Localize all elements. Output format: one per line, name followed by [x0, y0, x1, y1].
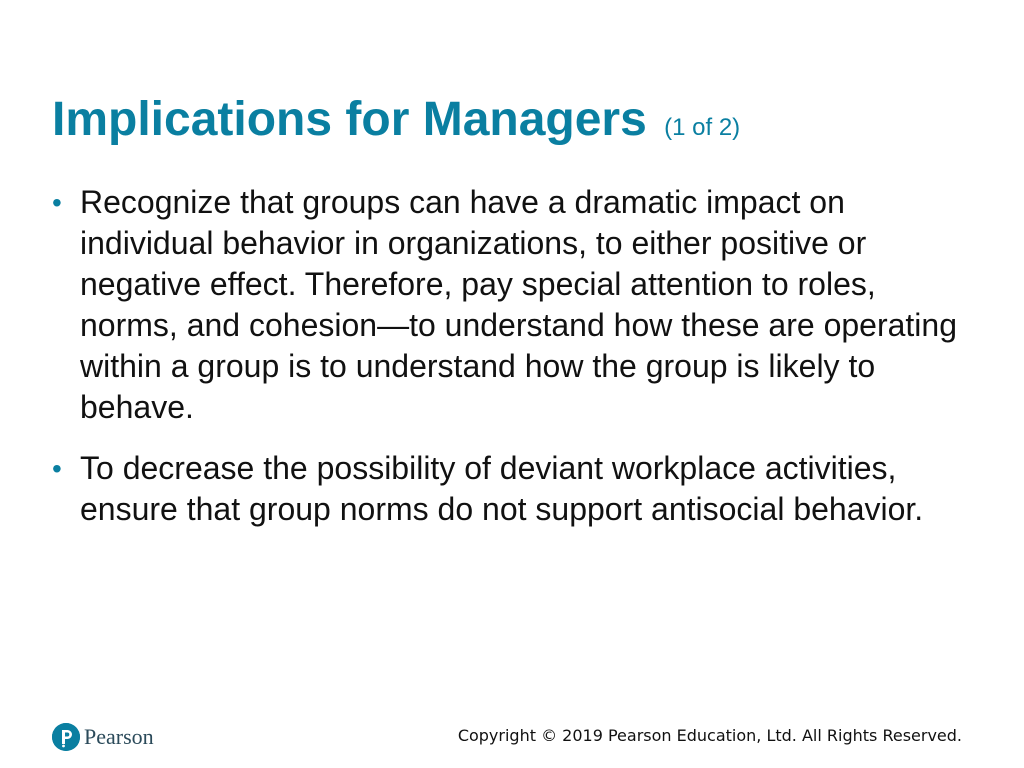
bullet-item [52, 448, 972, 530]
pearson-logo [52, 722, 154, 752]
bullet-item [52, 182, 972, 428]
bullet-icon: • [52, 453, 62, 484]
slide-title-text: Implications for Managers [52, 93, 647, 146]
bullet-text: Recognize that groups can have a dramatic impact on individual behavior in organizations, to either positive or negative effect. Therefore, pay special attention to roles, norms, and cohesion—to understand how these are operating within a group is to understand how the group is likely to behave. [80, 184, 957, 425]
bullet-icon: • [52, 187, 62, 218]
bullet-list [52, 182, 972, 550]
bullet-text: To decrease the possibility of deviant workplace activities, ensure that group norms do not support antisocial behavior. [80, 450, 924, 527]
copyright-notice: Copyright © 2019 Pearson Education, Ltd. All Rights Reserved. [457, 726, 962, 745]
pearson-logo-icon [52, 723, 80, 751]
pearson-wordmark: Pearson [84, 724, 154, 749]
slide-title-suffix: (1 of 2) [664, 114, 741, 141]
slide-title [52, 88, 740, 160]
